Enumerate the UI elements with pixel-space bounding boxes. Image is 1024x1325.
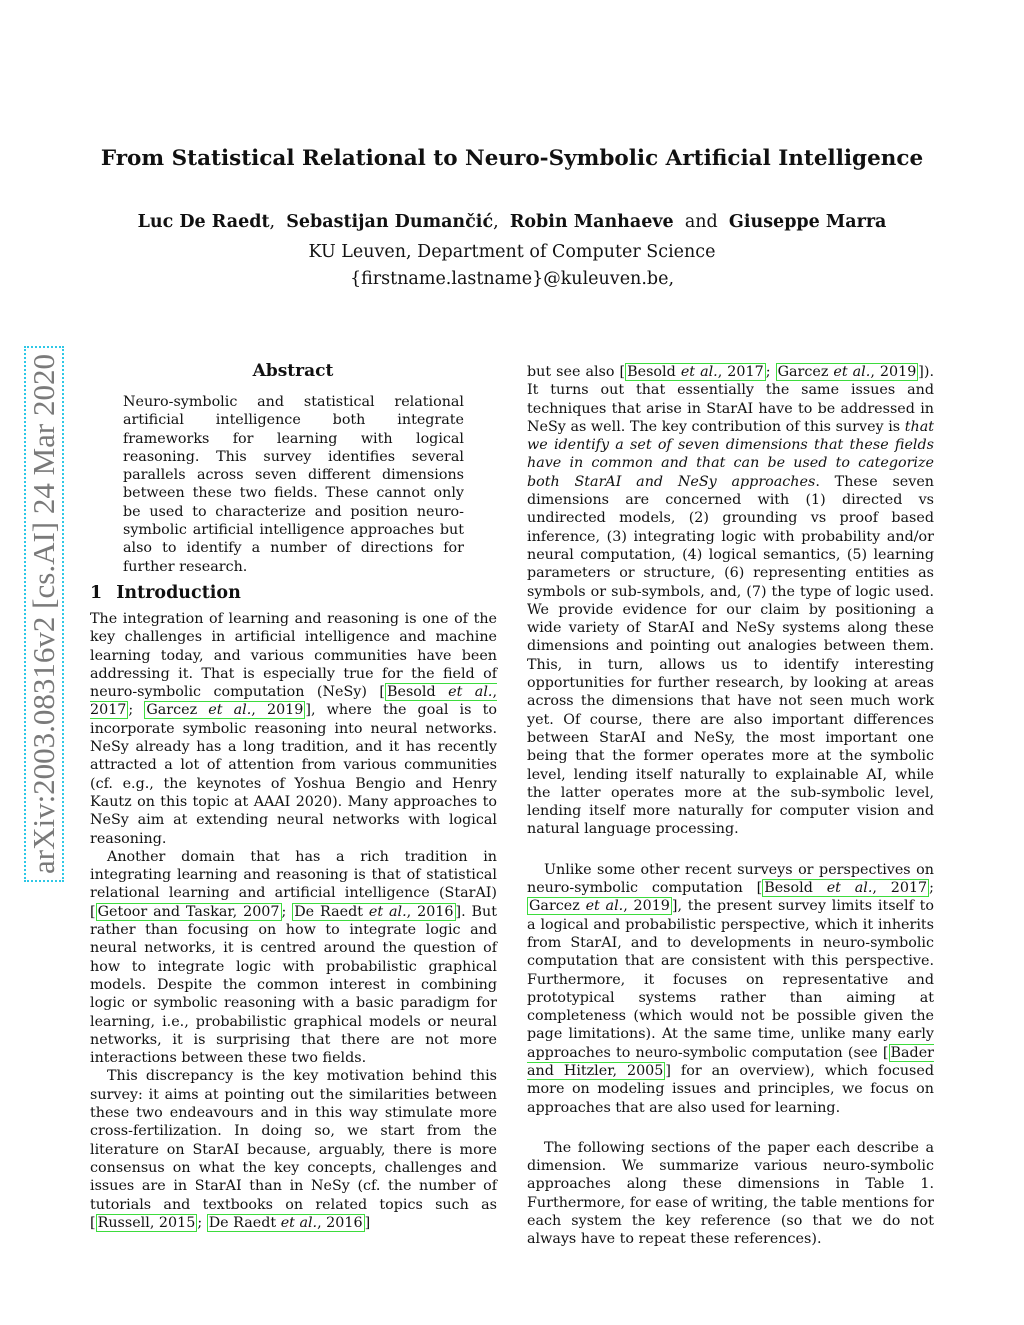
paragraph: The following sections of the paper each describe a dimension. We summarize various neuro-symbolic approaches along these dimensions in Table 1. Furthermore, for ease of writing, the table mentions for each system the key reference (so that we do not always have to repeat these references). bbox=[527, 1139, 934, 1248]
abstract-text: Neuro-symbolic and statistical relational artificial intelligence both integrate frameworks for learning with logical reasoning. This survey identifies several parallels across seven different dimensions between these two fields. These cannot only be used to characterize and position neuro-symbolic artificial intelligence approaches but also to identify a number of directions for further research. bbox=[123, 394, 464, 575]
affiliation: KU Leuven, Department of Computer Science bbox=[308, 242, 716, 262]
citation-link[interactable]: Besold et al., 2017 bbox=[627, 364, 764, 380]
section-heading bbox=[90, 583, 241, 603]
citation-link[interactable]: Besold et al., 2017 bbox=[90, 684, 497, 719]
citation-link[interactable]: Besold et al., 2017 bbox=[764, 880, 928, 897]
left-column bbox=[90, 610, 497, 1232]
citation-link[interactable]: Garcez et al., 2019 bbox=[146, 702, 304, 719]
author-name: Luc De Raedt bbox=[137, 212, 270, 232]
paragraph: This discrepancy is the key motivation behind this survey: it aims at pointing out the similarities between these two endeavours and in this way stimulate more cross-fertilization. In doing so, we start from the literature on StarAI because, arguably, there is more consensus on what the key concepts, challenges and issues are in StarAI than in NeSy (cf. the number of tutorials and textbooks on related topics such as [ Russell, 2015 ; De Raedt et al., 2016 ] bbox=[90, 1068, 497, 1231]
abstract-heading: Abstract bbox=[252, 361, 334, 381]
paragraph: Another domain that has a rich tradition in integrating learning and reasoning is that of statistical relational learning and artificial intelligence (StarAI) [ Getoor and Taskar, 2007 ; De Raedt et al., 2016 ]. But rather than focusing on how to integrate logic and neural networks, it is centred around the question of how to integrate logic with probabilistic graphical models. Despite the common interest in combining logic or symbolic reasoning with a basic paradigm for learning, i.e., probabilistic graphical models or neural networks, it is surprising that there are not more interactions between these two fields. bbox=[90, 848, 497, 1067]
arxiv-identifier[interactable]: arXiv:2003.08316v2 [cs.AI] 24 Mar 2020 bbox=[24, 346, 64, 882]
section-title: Introduction bbox=[116, 583, 241, 603]
paragraph: The integration of learning and reasoning is one of the key challenges in artificial intelligence and machine learning today, and various communities have been addressing it. That is especially true for the field of neuro-symbolic computation (NeSy) [ Besold et al., 2017 ; Garcez et al., 2019 ], where the goal is to incorporate symbolic reasoning into neural networks. NeSy already has a long tradition, and it has recently attracted a lot of attention from various communities (cf. e.g., the keynotes of Yoshua Bengio and Henry Kautz on this topic at AAAI 2020). Many approaches to NeSy aim at extending neural networks with logical reasoning. bbox=[90, 611, 497, 847]
citation-link[interactable]: De Raedt et al., 2016 bbox=[208, 1214, 363, 1231]
author-list: Luc De Raedt, Sebastijan Dumančić, Robin Manhaeve and Giuseppe Marra bbox=[137, 212, 887, 232]
author-name: Robin Manhaeve bbox=[509, 212, 674, 232]
email: {firstname.lastname}@kuleuven.be, bbox=[349, 269, 675, 289]
author-name: Sebastijan Dumančić bbox=[286, 212, 494, 232]
paper-title: From Statistical Relational to Neuro-Symbolic Artificial Intelligence bbox=[100, 146, 924, 171]
citation-link[interactable]: Russell, 2015 bbox=[97, 1214, 196, 1231]
paragraph: but see also [ Besold et al., 2017 ; Garcez et al., 2019 ]). It turns out that essentially the same issues and techniques that arise in StarAI have to be addressed in NeSy as well. The key contribution of this survey is that we identify a set of seven dimensions that these fields have in common and that can be used to categorize both StarAI and NeSy approaches. These seven dimensions are concerned with (1) directed vs undirected models, (2) grounding vs proof based inference, (3) integrating logic with probability and/or neural computation, (4) logical semantics, (5) learning parameters or structure, (6) representing entities as symbols or sub-symbols, and, (7) the type of logic used. We provide evidence for our claim by positioning a wide variety of StarAI and NeSy systems along these dimensions and pointing out analogies between them. This, in turn, allows us to identify interesting opportunities for further research, by looking at areas across the dimensions that have not seen much work yet. Of course, there are also important differences between StarAI and NeSy, the most important one being that the former operates more at the symbolic level, lending itself naturally to explainable AI, while the latter operates more at the sub-symbolic level, lending itself more naturally for computer vision and natural language processing. bbox=[527, 364, 934, 838]
paragraph: Unlike some other recent surveys or perspectives on neuro-symbolic computation [ Besold et al., 2017 ; Garcez et al., 2019 ], the present survey limits itself to a logical and probabilistic perspective, which it inherits from StarAI, and to developments in neuro-symbolic computation that are consistent with this perspective. Furthermore, it focuses on representative and prototypical systems rather than aiming at completeness (which would not be possible given the page limitations). At the same time, unlike many early approaches to neuro-symbolic computation (see [ Bader and Hitzler, 2005 ] for an overview), which focused more on modeling issues and principles, we focus on approaches that are also used for learning. bbox=[527, 861, 934, 1116]
citation-link[interactable]: Garcez et al., 2019 bbox=[529, 898, 670, 915]
section-number: 1 bbox=[90, 583, 103, 603]
citation-link[interactable]: Garcez et al., 2019 bbox=[777, 364, 917, 380]
citation-link[interactable]: Getoor and Taskar, 2007 bbox=[97, 903, 280, 920]
right-column bbox=[527, 363, 934, 1249]
citation-link[interactable]: De Raedt et al., 2016 bbox=[294, 903, 454, 920]
author-name: Giuseppe Marra bbox=[728, 212, 887, 232]
citation-link[interactable]: Bader and Hitzler, 2005 bbox=[527, 1044, 934, 1079]
